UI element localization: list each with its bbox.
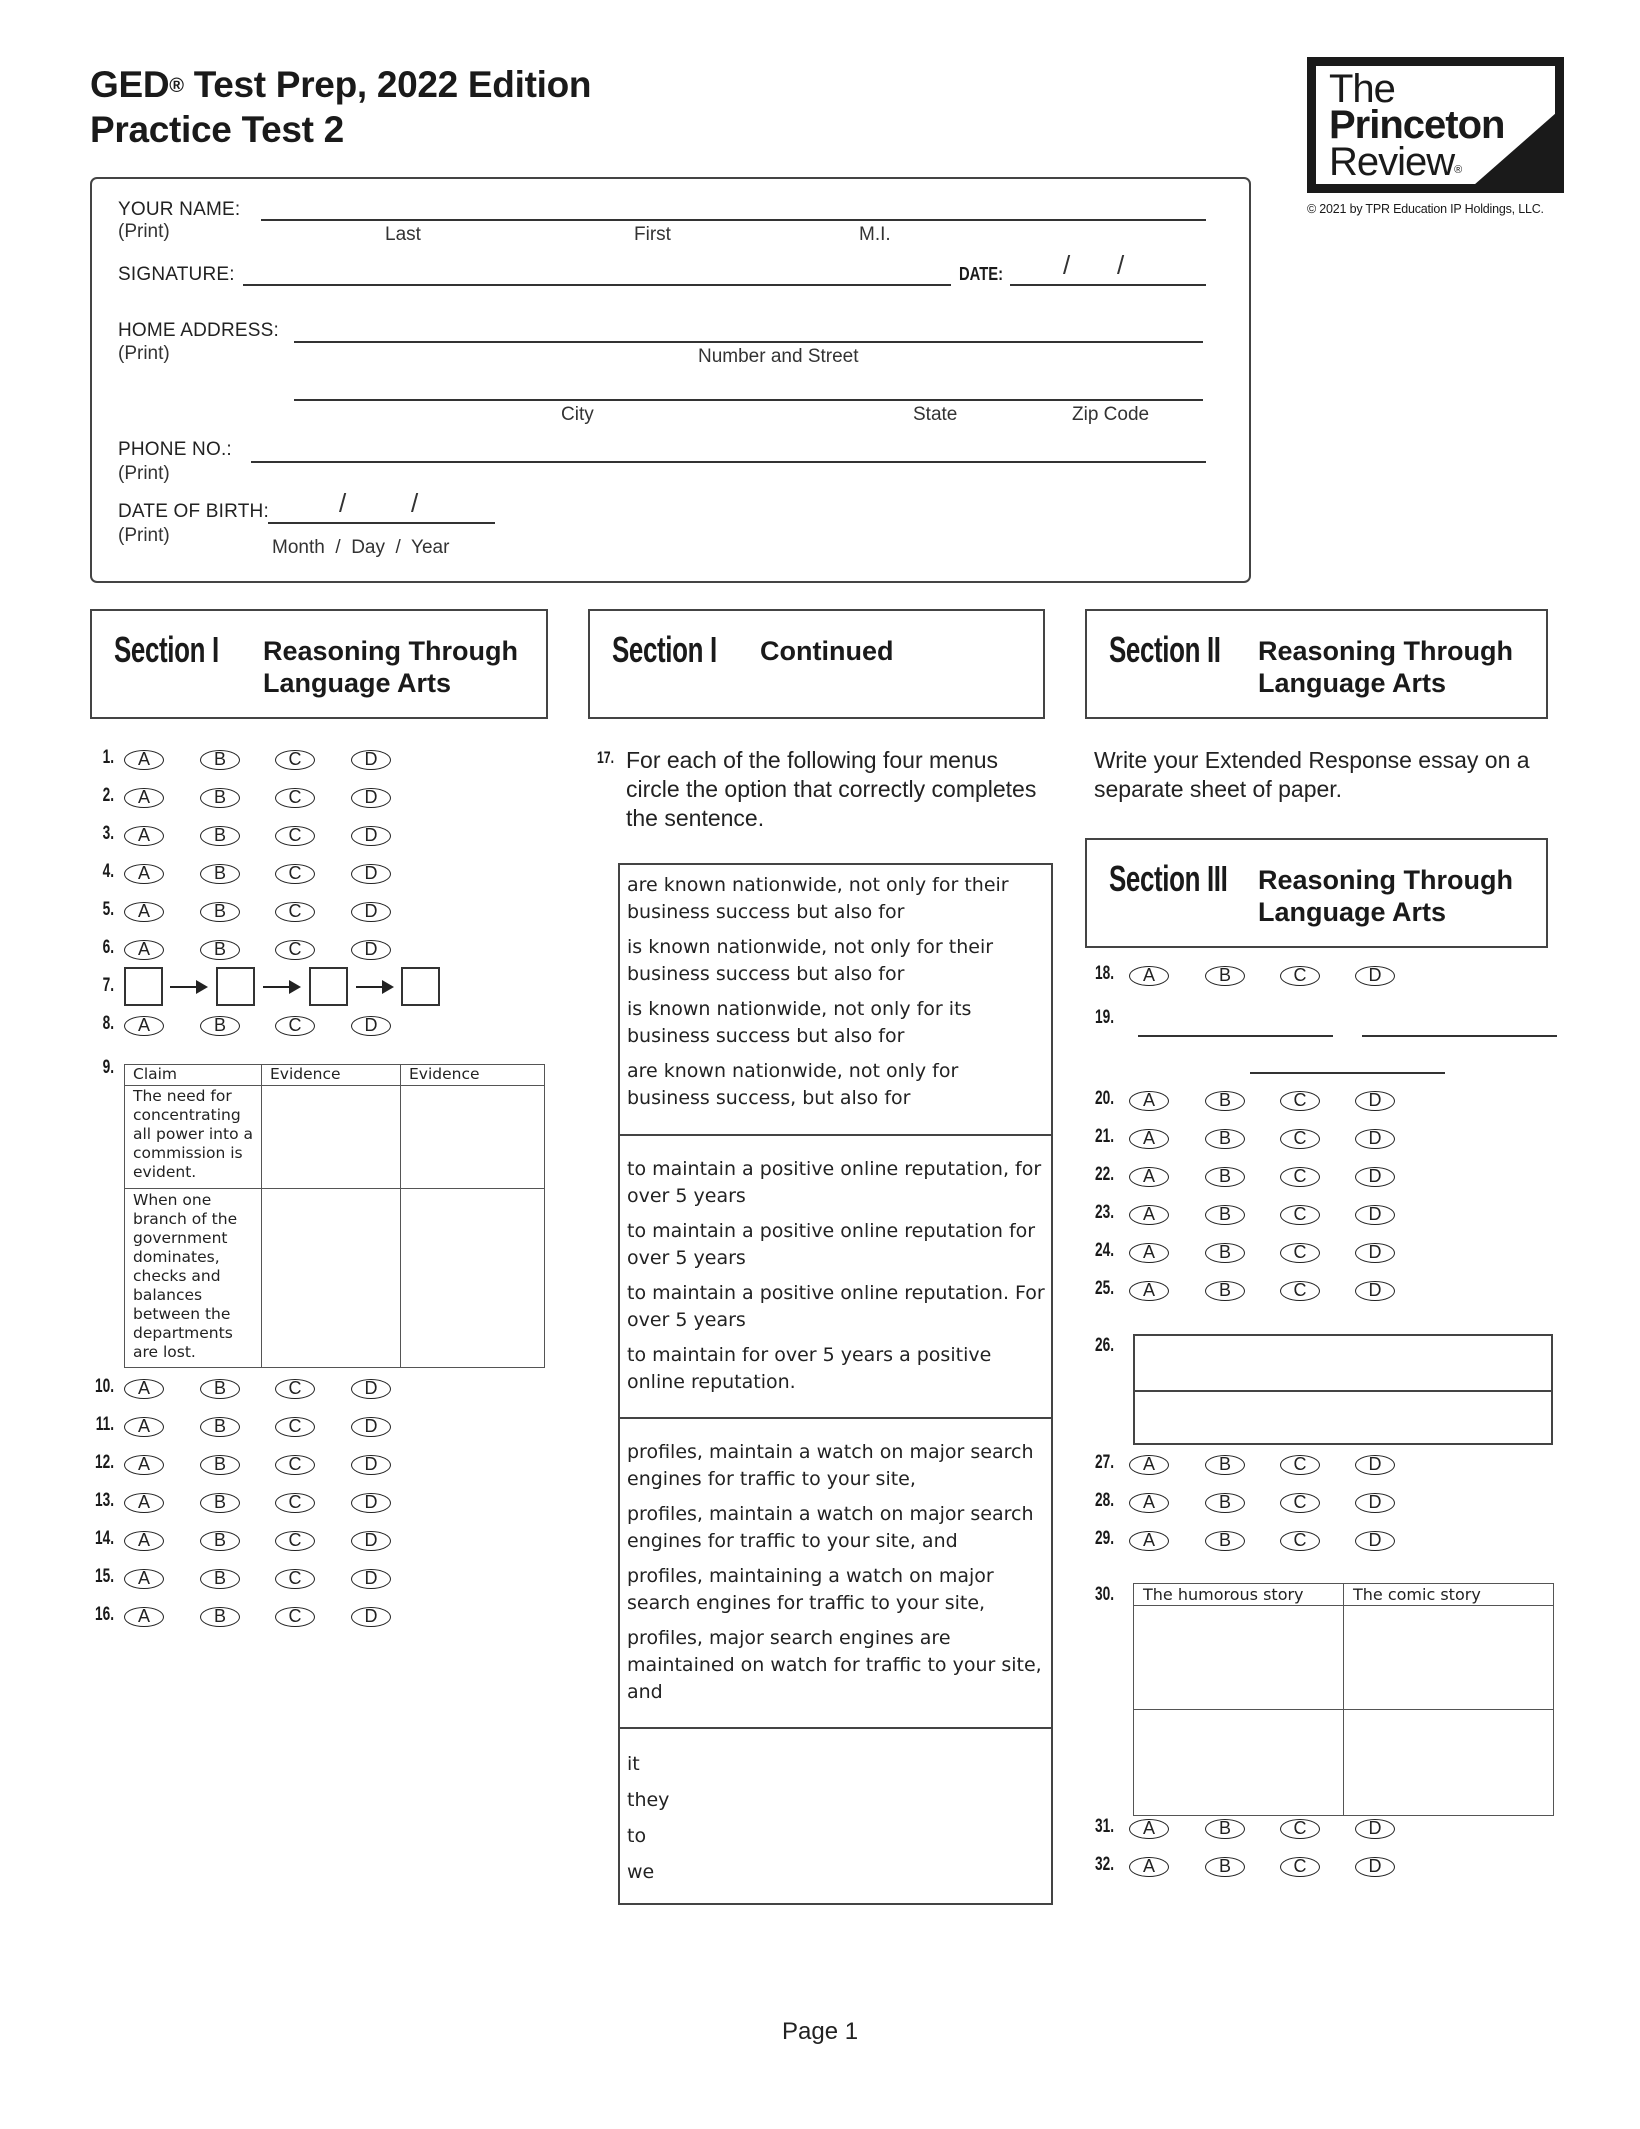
answer-bubble-d[interactable]: D — [1355, 1531, 1395, 1551]
answer-bubble-a[interactable]: A — [1129, 966, 1169, 986]
answer-bubble-d[interactable]: D — [1355, 1857, 1395, 1877]
answer-bubble-a[interactable]: A — [124, 826, 164, 846]
zip-label: Zip Code — [1072, 404, 1150, 425]
question-number-17: 17. — [597, 748, 615, 767]
copyright-notice: © 2021 by TPR Education IP Holdings, LLC. — [1307, 202, 1544, 216]
answer-bubble-b[interactable]: B — [200, 1531, 240, 1551]
header-comic-story: The comic story — [1344, 1584, 1554, 1606]
evidence-cell[interactable] — [401, 1086, 545, 1189]
date-separator: / — [1063, 250, 1071, 280]
question-number: 2. — [102, 785, 114, 806]
table-cell[interactable] — [1134, 1710, 1344, 1816]
answer-bubble-b[interactable]: B — [200, 1493, 240, 1513]
menu-option[interactable]: profiles, maintaining a watch on major search engines for traffic to your site, — [627, 1565, 994, 1614]
answer-bubble-a[interactable]: A — [124, 1455, 164, 1475]
section-title-line2: Language Arts — [1258, 897, 1447, 927]
answer-bubble-d[interactable]: D — [351, 1607, 391, 1627]
answer-bubble-c[interactable]: C — [275, 1379, 315, 1399]
menu-option[interactable]: is known nationwide, not only for their business success but also for — [627, 936, 994, 985]
question-number: 21. — [1094, 1126, 1114, 1147]
logo-line-review: Review — [1329, 140, 1455, 184]
answer-bubble-d[interactable]: D — [351, 1531, 391, 1551]
table-row — [125, 1189, 545, 1368]
q26-answer-box[interactable] — [1133, 1334, 1553, 1445]
question-number: 27. — [1094, 1452, 1114, 1473]
question-number: 1. — [102, 747, 114, 768]
claim-cell: The need for concentrating all power into a commission is evident. — [125, 1086, 262, 1189]
title-brand: GED — [90, 64, 170, 105]
answer-bubble-c[interactable]: C — [1280, 966, 1320, 986]
answer-bubble-b[interactable]: B — [200, 1417, 240, 1437]
answer-bubble-a[interactable]: A — [124, 1417, 164, 1437]
answer-bubble-b[interactable]: B — [1205, 1857, 1245, 1877]
answer-bubble-b[interactable]: B — [200, 940, 240, 960]
answer-bubble-b[interactable]: B — [1205, 1281, 1245, 1301]
dob-label: DATE OF BIRTH: — [118, 501, 269, 522]
arrow-right-icon — [356, 986, 392, 988]
menu-option[interactable]: profiles, major search engines are maintained on watch for traffic to your site, and — [627, 1627, 1042, 1703]
answer-bubble-c[interactable]: C — [1280, 1243, 1320, 1263]
answer-bubble-c[interactable]: C — [275, 1417, 315, 1437]
evidence-cell[interactable] — [262, 1086, 401, 1189]
address-label: HOME ADDRESS: — [118, 320, 279, 341]
street-input-line[interactable] — [294, 341, 1203, 343]
menu-option[interactable]: they — [627, 1789, 670, 1811]
date-label: DATE: — [959, 264, 1004, 284]
menu-option[interactable]: profiles, maintain a watch on major search engines for traffic to your site, — [627, 1441, 1034, 1490]
answer-bubble-b[interactable]: B — [200, 864, 240, 884]
name-mi-label: M.I. — [859, 224, 891, 245]
menu-option[interactable]: is known nationwide, not only for its business success but also for — [627, 998, 972, 1047]
question-number: 29. — [1094, 1528, 1114, 1549]
answer-bubble-a[interactable]: A — [1129, 1281, 1169, 1301]
answer-bubble-d[interactable]: D — [1355, 1129, 1395, 1149]
name-print-hint: (Print) — [118, 221, 170, 242]
section-name: Section I — [612, 629, 717, 670]
answer-bubble-b[interactable]: B — [1205, 1167, 1245, 1187]
answer-bubble-d[interactable]: D — [1355, 1819, 1395, 1839]
city-state-zip-input-line[interactable] — [294, 399, 1203, 401]
menu-option[interactable]: it — [627, 1753, 640, 1775]
answer-bubble-b[interactable]: B — [200, 1569, 240, 1589]
answer-bubble-b[interactable]: B — [1205, 1819, 1245, 1839]
q7-sequence-box-3[interactable] — [309, 967, 348, 1006]
question-number: 11. — [95, 1414, 114, 1435]
menu-option[interactable]: we — [627, 1861, 655, 1883]
answer-bubble-c[interactable]: C — [275, 1455, 315, 1475]
dob-separator: / — [339, 488, 347, 518]
answer-bubble-b[interactable]: B — [200, 1016, 240, 1036]
section-1-header — [90, 609, 548, 719]
answer-bubble-b[interactable]: B — [1205, 1531, 1245, 1551]
dropdown-menu-4 — [618, 1727, 1053, 1905]
claim-cell: When one branch of the government dominates, checks and balances between the departments are lost. — [125, 1189, 262, 1368]
answer-bubble-c[interactable]: C — [275, 1016, 315, 1036]
question-number: 31. — [1094, 1816, 1114, 1837]
answer-bubble-a[interactable]: A — [1129, 1857, 1169, 1877]
answer-bubble-d[interactable]: D — [1355, 1455, 1395, 1475]
answer-bubble-b[interactable]: B — [1205, 966, 1245, 986]
logo-corner-triangle — [1474, 113, 1556, 185]
answer-bubble-a[interactable]: A — [1129, 1243, 1169, 1263]
menu-option[interactable]: are known nationwide, not only for business success, but also for — [627, 1060, 959, 1109]
table-header-row — [125, 1065, 545, 1086]
answer-bubble-b[interactable]: B — [200, 1379, 240, 1399]
answer-bubble-c[interactable]: C — [275, 1607, 315, 1627]
answer-bubble-d[interactable]: D — [1355, 1091, 1395, 1111]
answer-bubble-a[interactable]: A — [124, 864, 164, 884]
address-print-hint: (Print) — [118, 343, 170, 364]
table-cell[interactable] — [1344, 1710, 1554, 1816]
state-label: State — [913, 404, 958, 425]
answer-bubble-c[interactable]: C — [1280, 1091, 1320, 1111]
dob-format-hint: Month / Day / Year — [272, 537, 450, 558]
section-name: Section III — [1109, 858, 1228, 899]
menu-option[interactable]: are known nationwide, not only for their business success but also for — [627, 874, 1009, 923]
answer-bubble-c[interactable]: C — [275, 940, 315, 960]
question-number-9: 9. — [102, 1057, 114, 1078]
answer-bubble-d[interactable]: D — [351, 1455, 391, 1475]
answer-bubble-c[interactable]: C — [1280, 1129, 1320, 1149]
document-title — [90, 62, 591, 152]
question-number: 12. — [94, 1452, 114, 1473]
answer-bubble-a[interactable]: A — [124, 1531, 164, 1551]
question-number-30: 30. — [1094, 1584, 1114, 1605]
section-title-line1: Continued — [760, 636, 894, 666]
answer-bubble-a[interactable]: A — [1129, 1819, 1169, 1839]
question-number: 32. — [1094, 1854, 1114, 1875]
q17-prompt: For each of the following four menus circle the option that correctly completes the sentence. — [626, 747, 1037, 831]
section-3-header — [1085, 838, 1548, 948]
q19-answer-line-3[interactable] — [1250, 1072, 1445, 1074]
menu-option[interactable]: to maintain a positive online reputation, for over 5 years — [627, 1158, 1042, 1207]
question-number: 28. — [1094, 1490, 1114, 1511]
q30-comparison-table — [1133, 1583, 1554, 1816]
q19-answer-line-1[interactable] — [1138, 1035, 1333, 1037]
logo-line-the: The — [1329, 67, 1395, 111]
answer-bubble-c[interactable]: C — [1280, 1819, 1320, 1839]
question-number: 24. — [1094, 1240, 1114, 1261]
dob-print-hint: (Print) — [118, 525, 170, 546]
menu-option[interactable]: to maintain for over 5 years a positive online reputation. — [627, 1344, 992, 1393]
dob-separator: / — [411, 488, 419, 518]
answer-bubble-b[interactable]: B — [200, 902, 240, 922]
signature-input-line[interactable] — [243, 284, 951, 286]
answer-bubble-a[interactable]: A — [1129, 1455, 1169, 1475]
answer-bubble-c[interactable]: C — [275, 750, 315, 770]
arrow-right-icon — [263, 986, 299, 988]
section-title-line2: Language Arts — [263, 668, 452, 698]
question-number: 15. — [94, 1566, 114, 1587]
question-number-26: 26. — [1094, 1335, 1114, 1356]
answer-bubble-a[interactable]: A — [124, 1607, 164, 1627]
answer-bubble-d[interactable]: D — [1355, 1493, 1395, 1513]
question-number-19: 19. — [1094, 1007, 1114, 1028]
dropdown-menu-3 — [618, 1417, 1053, 1729]
answer-bubble-c[interactable]: C — [275, 1569, 315, 1589]
table-cell[interactable] — [1134, 1606, 1344, 1710]
answer-bubble-b[interactable]: B — [1205, 1243, 1245, 1263]
answer-bubble-b[interactable]: B — [200, 788, 240, 808]
question-number: 10. — [94, 1376, 114, 1397]
answer-bubble-b[interactable]: B — [1205, 1205, 1245, 1225]
answer-bubble-d[interactable]: D — [1355, 966, 1395, 986]
answer-bubble-a[interactable]: A — [124, 788, 164, 808]
answer-bubble-a[interactable]: A — [124, 1569, 164, 1589]
answer-bubble-b[interactable]: B — [1205, 1129, 1245, 1149]
header-evidence: Evidence — [401, 1065, 545, 1086]
section-title-line1: Reasoning Through — [263, 636, 518, 666]
q9-claim-evidence-table — [124, 1064, 545, 1368]
evidence-cell[interactable] — [401, 1189, 545, 1368]
answer-bubble-a[interactable]: A — [124, 940, 164, 960]
question-number: 14. — [94, 1528, 114, 1549]
q26-divider — [1135, 1390, 1551, 1392]
city-label: City — [561, 404, 594, 425]
name-label: YOUR NAME: — [118, 199, 241, 220]
section-name: Section II — [1109, 629, 1221, 670]
answer-bubble-d[interactable]: D — [1355, 1281, 1395, 1301]
section-1-continued-header — [588, 609, 1045, 719]
menu-option[interactable]: profiles, maintain a watch on major search engines for traffic to your site, and — [627, 1503, 1034, 1552]
section-title-line1: Reasoning Through — [1258, 636, 1513, 666]
answer-bubble-d[interactable]: D — [351, 1417, 391, 1437]
answer-bubble-d[interactable]: D — [351, 1016, 391, 1036]
logo-line-princeton: Princeton — [1329, 103, 1505, 147]
answer-bubble-d[interactable]: D — [1355, 1205, 1395, 1225]
question-number: 18. — [1094, 963, 1114, 984]
q7-sequence-box-1[interactable] — [124, 967, 163, 1006]
answer-bubble-c[interactable]: C — [1280, 1531, 1320, 1551]
answer-bubble-a[interactable]: A — [124, 1379, 164, 1399]
evidence-cell[interactable] — [262, 1189, 401, 1368]
answer-bubble-d[interactable]: D — [351, 788, 391, 808]
question-number: 23. — [1094, 1202, 1114, 1223]
answer-bubble-b[interactable]: B — [1205, 1455, 1245, 1475]
phone-print-hint: (Print) — [118, 463, 170, 484]
name-last-label: Last — [385, 224, 421, 245]
question-number: 3. — [102, 823, 114, 844]
answer-bubble-d[interactable]: D — [1355, 1167, 1395, 1187]
table-row — [1134, 1710, 1554, 1816]
answer-bubble-a[interactable]: A — [1129, 1129, 1169, 1149]
essay-instruction: Write your Extended Response essay on a separate sheet of paper. — [1094, 747, 1530, 802]
table-cell[interactable] — [1344, 1606, 1554, 1710]
answer-bubble-c[interactable]: C — [275, 826, 315, 846]
answer-bubble-a[interactable]: A — [1129, 1531, 1169, 1551]
section-name: Section I — [114, 629, 219, 670]
answer-bubble-c[interactable]: C — [1280, 1455, 1320, 1475]
table-row — [1134, 1606, 1554, 1710]
header-claim: Claim — [125, 1065, 262, 1086]
answer-bubble-d[interactable]: D — [1355, 1243, 1395, 1263]
date-separator: / — [1117, 250, 1125, 280]
answer-bubble-c[interactable]: C — [275, 1493, 315, 1513]
question-number: 8. — [102, 1013, 114, 1034]
q7-sequence-box-4[interactable] — [401, 967, 440, 1006]
answer-bubble-a[interactable]: A — [1129, 1167, 1169, 1187]
answer-bubble-d[interactable]: D — [351, 750, 391, 770]
answer-bubble-c[interactable]: C — [275, 788, 315, 808]
answer-bubble-b[interactable]: B — [1205, 1091, 1245, 1111]
answer-bubble-c[interactable]: C — [275, 902, 315, 922]
answer-bubble-a[interactable]: A — [1129, 1205, 1169, 1225]
street-label: Number and Street — [698, 346, 859, 367]
menu-option[interactable]: to maintain a positive online reputation for over 5 years — [627, 1220, 1036, 1269]
table-row — [125, 1086, 545, 1189]
q7-sequence-box-2[interactable] — [216, 967, 255, 1006]
logo-registered-mark: ® — [1454, 164, 1462, 176]
table-header-row — [1134, 1584, 1554, 1606]
answer-bubble-c[interactable]: C — [1280, 1205, 1320, 1225]
question-number: 13. — [94, 1490, 114, 1511]
answer-bubble-b[interactable]: B — [200, 750, 240, 770]
answer-bubble-a[interactable]: A — [1129, 1493, 1169, 1513]
menu-option[interactable]: to — [627, 1825, 647, 1847]
dropdown-menu-2 — [618, 1134, 1053, 1419]
princeton-review-logo — [1307, 57, 1564, 193]
page-number: Page 1 — [782, 2018, 859, 2045]
signature-label: SIGNATURE: — [118, 264, 235, 285]
answer-bubble-d[interactable]: D — [351, 1569, 391, 1589]
q19-answer-line-2[interactable] — [1362, 1035, 1557, 1037]
question-number: 25. — [1094, 1278, 1114, 1299]
name-first-label: First — [634, 224, 671, 245]
menu-option[interactable]: to maintain a positive online reputation. For over 5 years — [627, 1282, 1045, 1331]
phone-label: PHONE NO.: — [118, 439, 232, 460]
question-number: 4. — [102, 861, 114, 882]
date-input-line[interactable] — [1010, 284, 1206, 286]
question-number: 16. — [94, 1604, 114, 1625]
answer-bubble-d[interactable]: D — [351, 902, 391, 922]
title-edition: Test Prep, 2022 Edition — [183, 64, 592, 105]
answer-bubble-a[interactable]: A — [1129, 1091, 1169, 1111]
answer-bubble-d[interactable]: D — [351, 1493, 391, 1513]
header-humorous-story: The humorous story — [1134, 1584, 1344, 1606]
section-title-line1: Reasoning Through — [1258, 865, 1513, 895]
answer-bubble-d[interactable]: D — [351, 826, 391, 846]
answer-bubble-a[interactable]: A — [124, 1016, 164, 1036]
registered-mark: ® — [169, 75, 184, 97]
section-title-line2: Language Arts — [1258, 668, 1447, 698]
question-number: 22. — [1094, 1164, 1114, 1185]
title-practice-test: Practice Test 2 — [90, 109, 344, 150]
dropdown-menu-1 — [618, 863, 1053, 1136]
question-number: 5. — [102, 899, 114, 920]
answer-bubble-c[interactable]: C — [275, 1531, 315, 1551]
answer-bubble-c[interactable]: C — [1280, 1493, 1320, 1513]
answer-bubble-c[interactable]: C — [275, 864, 315, 884]
question-number: 6. — [102, 937, 114, 958]
question-number-7: 7. — [102, 975, 114, 996]
answer-bubble-c[interactable]: C — [1280, 1167, 1320, 1187]
answer-bubble-b[interactable]: B — [200, 1607, 240, 1627]
answer-bubble-b[interactable]: B — [200, 1455, 240, 1475]
answer-bubble-d[interactable]: D — [351, 940, 391, 960]
answer-bubble-d[interactable]: D — [351, 1379, 391, 1399]
name-input-line[interactable] — [261, 219, 1206, 221]
answer-bubble-a[interactable]: A — [124, 750, 164, 770]
answer-bubble-b[interactable]: B — [1205, 1493, 1245, 1513]
dob-input-line[interactable] — [268, 522, 495, 524]
phone-input-line[interactable] — [251, 461, 1206, 463]
answer-bubble-d[interactable]: D — [351, 864, 391, 884]
arrow-right-icon — [170, 986, 206, 988]
answer-bubble-b[interactable]: B — [200, 826, 240, 846]
section-2-header — [1085, 609, 1548, 719]
header-evidence: Evidence — [262, 1065, 401, 1086]
answer-bubble-a[interactable]: A — [124, 1493, 164, 1513]
answer-bubble-c[interactable]: C — [1280, 1281, 1320, 1301]
question-number: 20. — [1094, 1088, 1114, 1109]
answer-bubble-a[interactable]: A — [124, 902, 164, 922]
answer-bubble-c[interactable]: C — [1280, 1857, 1320, 1877]
